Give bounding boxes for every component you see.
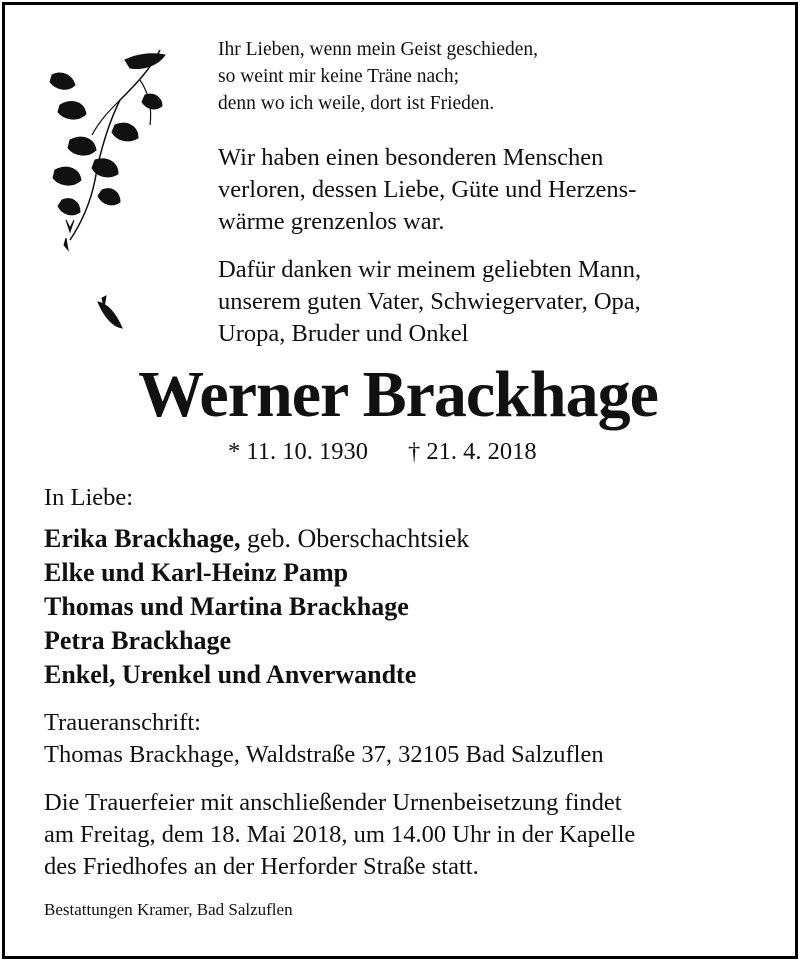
mourner-line bbox=[44, 626, 231, 655]
mourner-name: Enkel, Urenkel und Anverwandte bbox=[44, 660, 417, 689]
death-date: † 21. 4. 2018 bbox=[407, 438, 537, 465]
mourner-line bbox=[44, 660, 416, 689]
birth-date: * 11. 10. 1930 bbox=[228, 438, 368, 465]
mourning-address bbox=[44, 707, 604, 771]
undertaker: Bestattungen Kramer, Bad Salzuflen bbox=[44, 900, 293, 919]
mourner-line bbox=[44, 524, 469, 553]
ceremony-line: Die Trauerfeier mit anschließender Urnenbeisetzung findet bbox=[44, 789, 622, 816]
address-value: Thomas Brackhage, Waldstraße 37, 32105 Bad Salzuflen bbox=[44, 741, 604, 768]
ceremony-line: am Freitag, dem 18. Mai 2018, um 14.00 Uhr in der Kapelle bbox=[44, 821, 636, 848]
intro-line: wärme grenzenlos war. bbox=[218, 208, 445, 235]
poem bbox=[218, 36, 538, 117]
mourner-line bbox=[44, 558, 348, 587]
ceremony-info bbox=[44, 787, 635, 883]
mourner-name: Erika Brackhage, bbox=[44, 524, 241, 553]
intro-line: verloren, dessen Liebe, Güte und Herzens- bbox=[218, 176, 637, 203]
intro-line: Dafür danken wir meinem geliebten Mann, bbox=[218, 256, 642, 283]
deceased-name: Werner Brackhage bbox=[138, 358, 658, 431]
intro-line: Uropa, Bruder und Onkel bbox=[218, 320, 469, 347]
birch-branch-icon bbox=[40, 40, 180, 340]
poem-line: Ihr Lieben, wenn mein Geist geschieden, bbox=[218, 39, 539, 60]
mourner-name: Thomas und Martina Brackhage bbox=[44, 592, 409, 621]
mourners-heading: In Liebe: bbox=[44, 484, 134, 511]
intro-paragraph-1 bbox=[218, 142, 636, 238]
mourners-list bbox=[44, 522, 469, 692]
intro-paragraph-2 bbox=[218, 254, 641, 350]
intro-line: unserem guten Vater, Schwiegervater, Opa, bbox=[218, 288, 641, 315]
mourner-line bbox=[44, 592, 409, 621]
life-dates bbox=[228, 437, 537, 467]
address-label: Traueranschrift: bbox=[44, 709, 201, 736]
poem-line: denn wo ich weile, dort ist Frieden. bbox=[218, 93, 495, 114]
mourner-note: geb. Oberschachtsiek bbox=[240, 524, 470, 553]
poem-line: so weint mir keine Träne nach; bbox=[218, 66, 459, 87]
intro-line: Wir haben einen besonderen Menschen bbox=[218, 144, 604, 171]
ceremony-line: des Friedhofes an der Herforder Straße statt. bbox=[44, 853, 479, 880]
mourner-name: Elke und Karl-Heinz Pamp bbox=[44, 558, 349, 587]
mourner-name: Petra Brackhage bbox=[44, 626, 232, 655]
